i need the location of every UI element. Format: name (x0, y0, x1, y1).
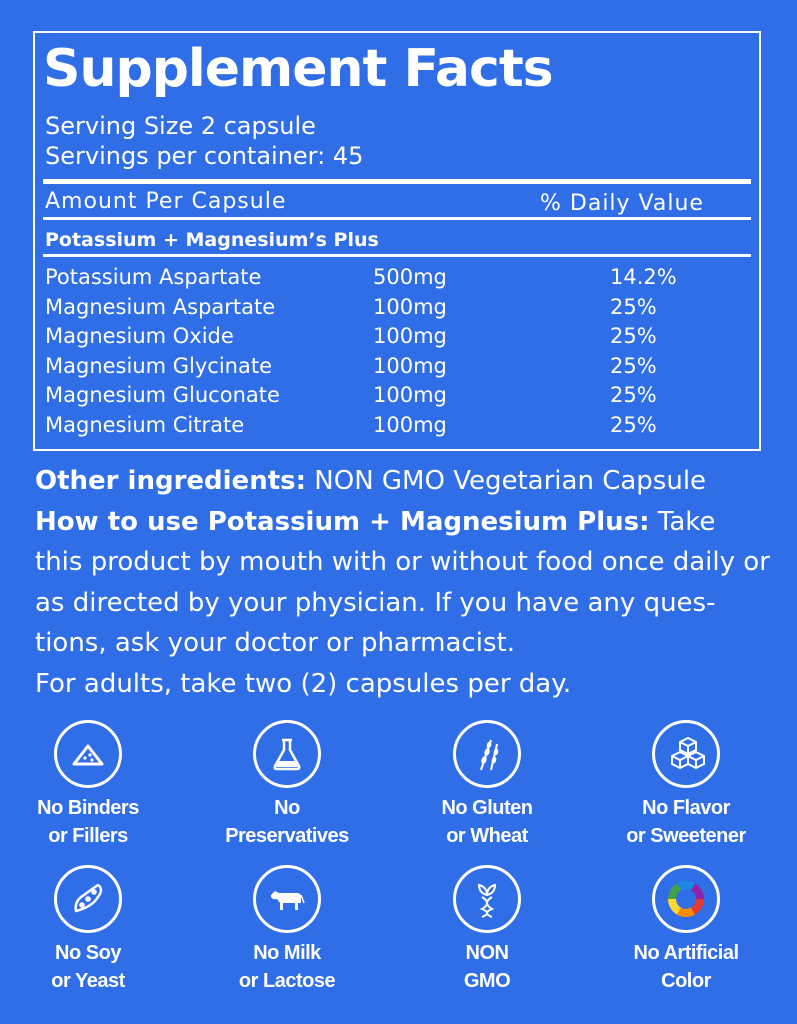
ingredient-dv: 25% (610, 412, 657, 437)
amount-header: Amount Per Capsule (45, 189, 287, 214)
ingredient-name: Magnesium Aspartate (45, 294, 276, 319)
color-wheel-icon (652, 865, 720, 933)
badge-no-artificial-color (601, 865, 771, 995)
other-ingredients-text: NON GMO Vegetarian Capsule (306, 466, 707, 496)
how-to-use-text: Take this product by mouth with or without food once daily or as directed by your physician. If you have any ques-tions, ask your doctor or pharmacist. (35, 506, 770, 658)
product-info (35, 461, 770, 704)
serving-size: Serving Size 2 capsule (45, 112, 316, 140)
badge-label: NON GMO (463, 942, 511, 992)
ingredient-list (45, 263, 745, 440)
ingredient-row (45, 293, 745, 323)
badge-label: No Flavor or Sweetener (626, 797, 746, 847)
ingredient-row (45, 411, 745, 441)
ingredient-row (45, 322, 745, 352)
badge-no-binders (3, 720, 173, 850)
cow-icon (253, 865, 321, 933)
adult-dosage: For adults, take two (2) capsules per day. (35, 668, 572, 699)
ingredient-dv: 25% (610, 294, 657, 319)
ingredient-amount: 100mg (373, 294, 447, 319)
badge-no-soy (3, 865, 173, 995)
badge-label: No Preservatives (225, 797, 349, 847)
divider (43, 217, 751, 220)
ingredient-amount: 100mg (373, 324, 447, 348)
badge-label: No Binders or Fillers (37, 797, 139, 847)
ingredient-name: Magnesium Oxide (45, 324, 234, 348)
how-to-use-label: How to use Potassium + Magnesium Plus: (35, 506, 650, 537)
ingredient-name: Magnesium Citrate (45, 412, 245, 437)
powder-icon (54, 720, 122, 788)
wheat-icon (453, 720, 521, 788)
ingredient-amount: 100mg (373, 383, 447, 407)
ingredient-dv: 25% (610, 324, 657, 348)
other-ingredients-label: Other ingredients: (35, 466, 307, 496)
badge-no-flavor (601, 720, 771, 850)
ingredient-dv: 25% (610, 383, 657, 407)
badge-no-preservatives (202, 720, 372, 850)
ingredient-amount: 100mg (373, 353, 447, 378)
how-to-use (35, 502, 770, 664)
servings-per-container: Servings per container: 45 (45, 142, 364, 170)
ingredient-name: Magnesium Glycinate (45, 353, 273, 378)
ingredient-row (45, 263, 745, 293)
badge-label: No Artificial Color (633, 942, 739, 992)
ingredient-amount: 500mg (373, 265, 447, 289)
badge-non-gmo (402, 865, 572, 995)
soybean-icon (54, 865, 122, 933)
ingredient-name: Magnesium Gluconate (45, 383, 280, 407)
ingredient-name: Potassium Aspartate (45, 265, 262, 289)
dna-icon (453, 865, 521, 933)
facts-title: Supplement Facts (43, 39, 553, 99)
ingredient-row (45, 352, 745, 382)
supplement-facts-panel (33, 31, 761, 451)
flask-icon (253, 720, 321, 788)
other-ingredients (35, 461, 770, 502)
daily-value-header: % Daily Value (540, 191, 704, 216)
badge-no-milk (202, 865, 372, 995)
sugar-cubes-icon (652, 720, 720, 788)
badge-no-gluten (402, 720, 572, 850)
thick-divider (43, 179, 751, 184)
ingredient-amount: 100mg (373, 412, 447, 437)
badge-label: No Gluten or Wheat (441, 797, 533, 847)
divider (43, 254, 751, 257)
ingredient-dv: 25% (610, 353, 657, 378)
badge-label: No Soy or Yeast (51, 942, 125, 992)
ingredient-dv: 14.2% (610, 265, 677, 289)
section-heading: Potassium + Magnesium’s Plus (45, 229, 379, 251)
badge-label: No Milk or Lactose (238, 942, 336, 992)
ingredient-row (45, 381, 745, 411)
